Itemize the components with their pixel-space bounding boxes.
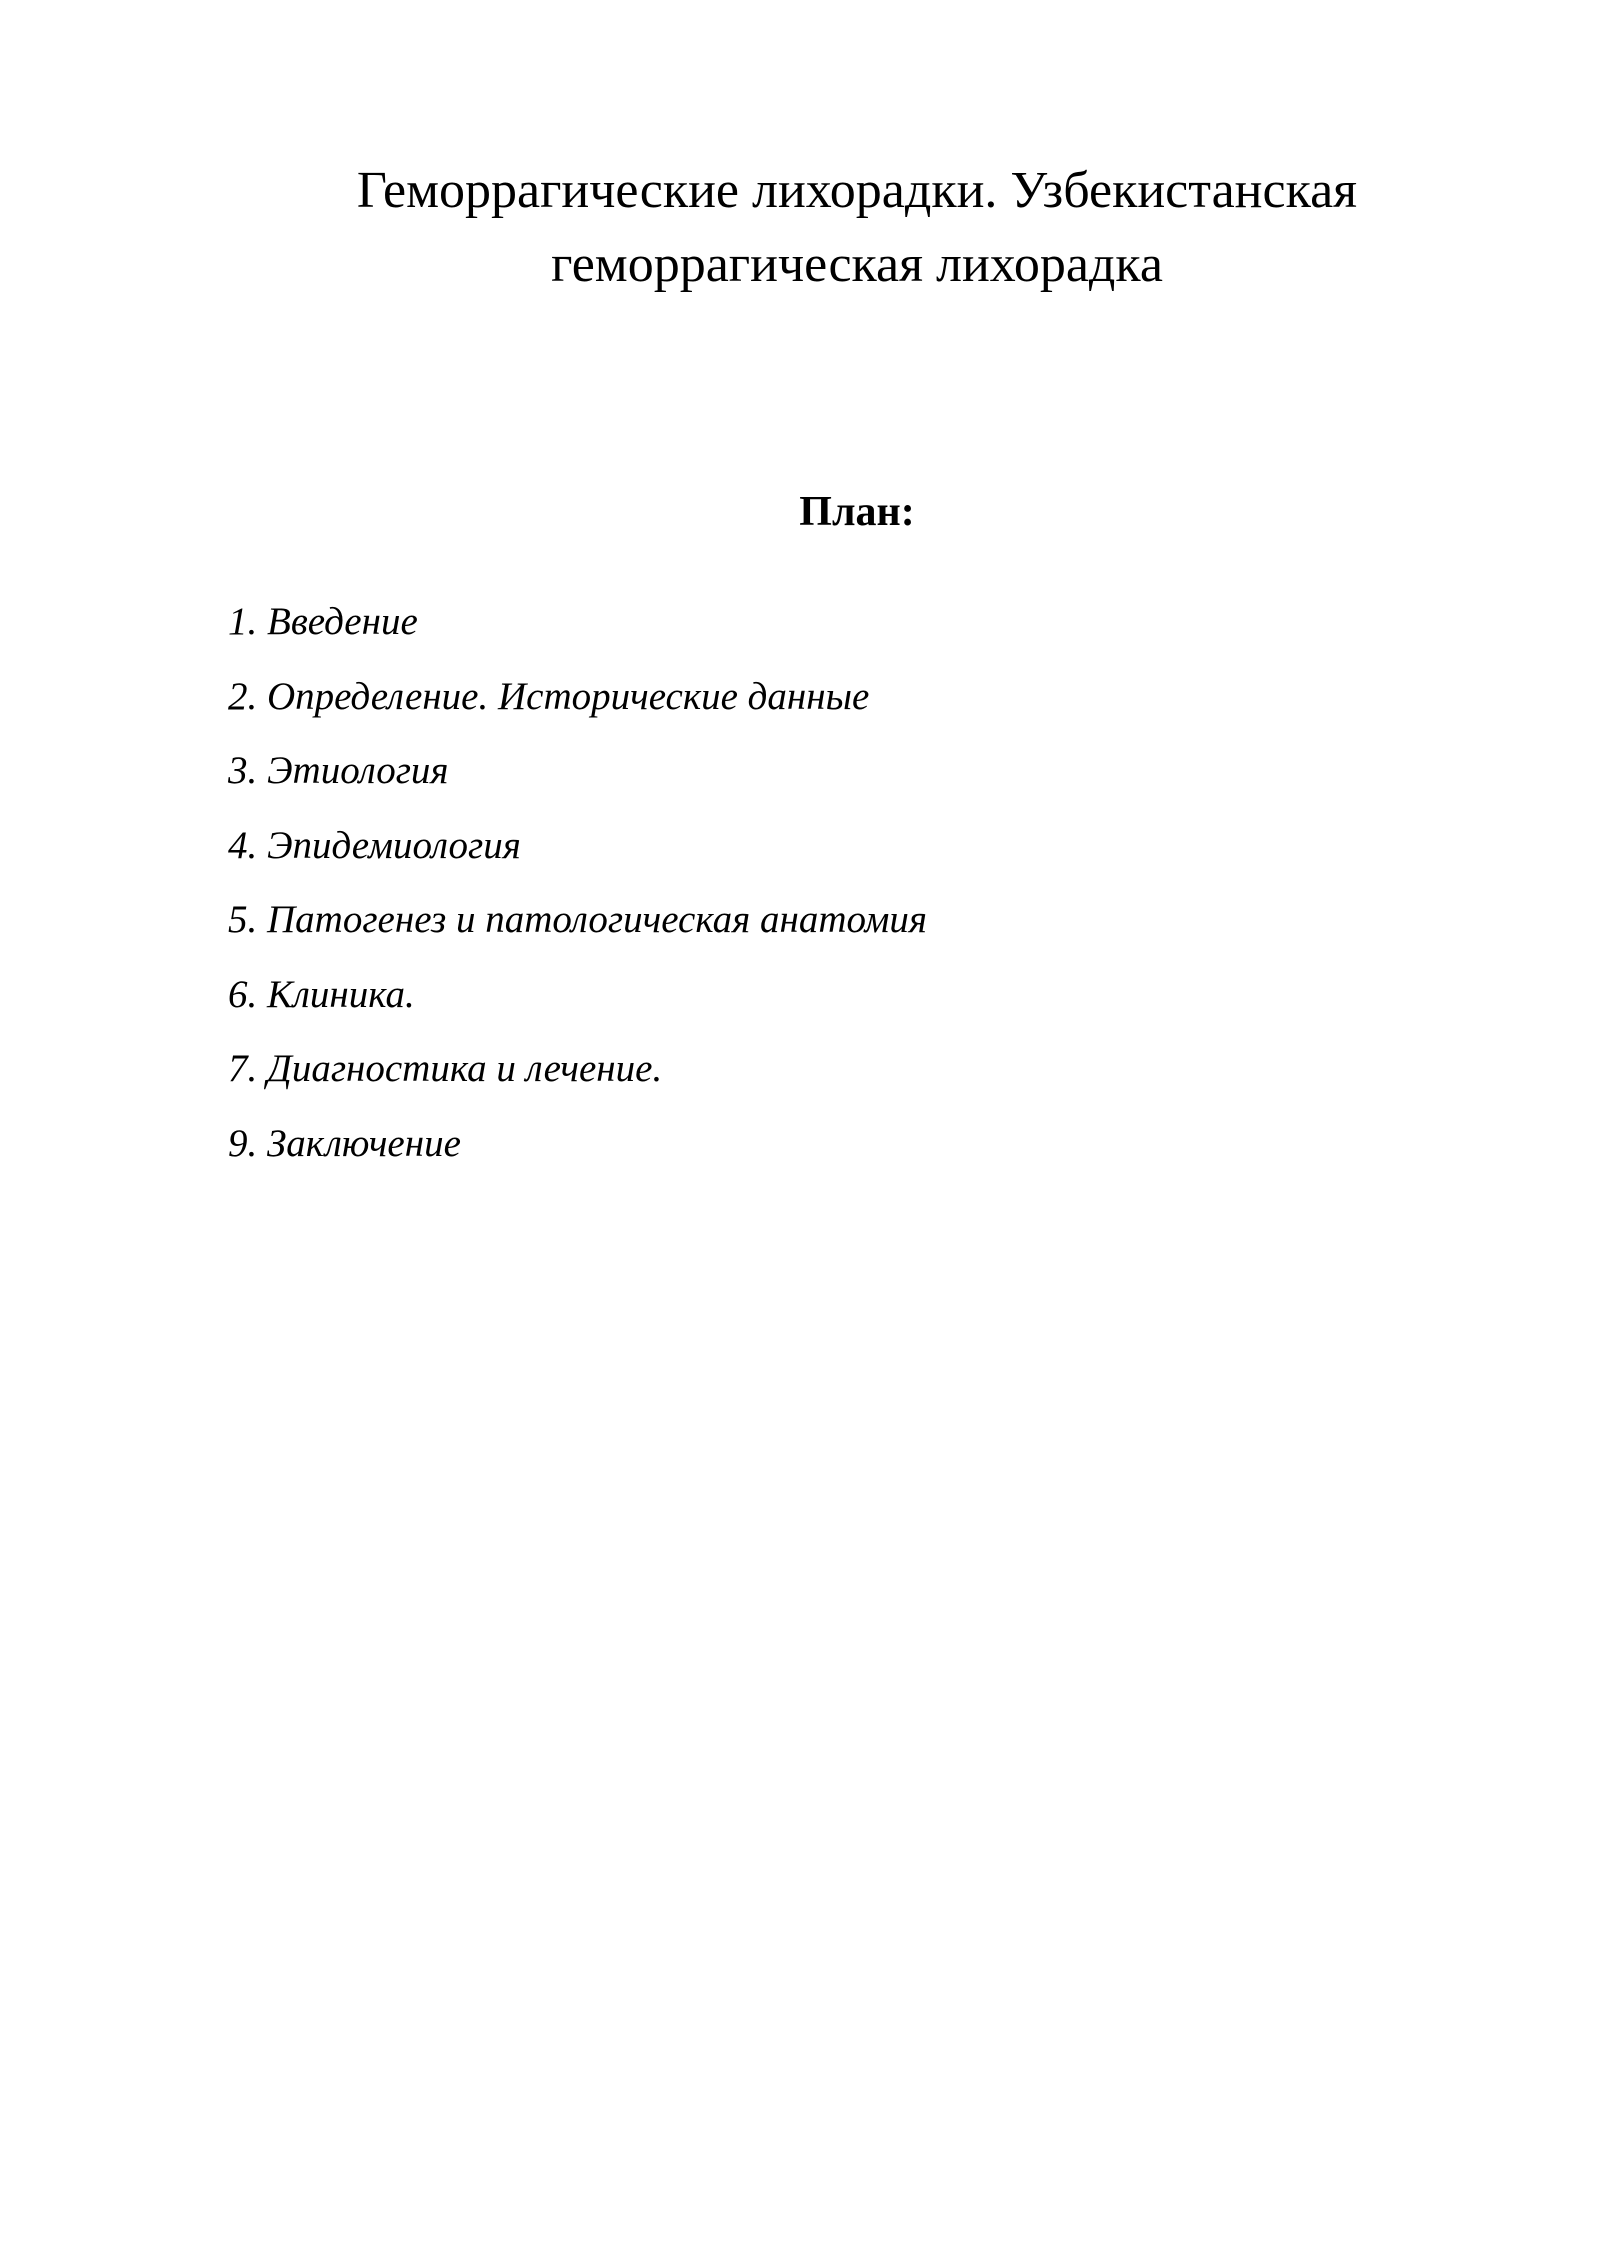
plan-item: 9. Заключение [228, 1121, 461, 1165]
plan-item: 6. Клиника. [228, 972, 415, 1016]
plan-item: 4. Эпидемиология [228, 823, 521, 867]
plan-item: 1. Введение [228, 600, 418, 643]
plan-heading-word: План [799, 489, 901, 535]
plan-item: 2. Определение. Исторические данные [228, 674, 870, 718]
document-title-line-1: Геморрагические лихорадки. Узбекистанская [356, 162, 1358, 219]
document-title [232, 154, 1482, 302]
plan-heading [232, 485, 1482, 539]
plan-item: 5. Патогенез и патологическая анатомия [228, 898, 928, 941]
plan-item: 7. Диагностика и лечение. [228, 1047, 663, 1090]
document-title-line-2: геморрагическая лихорадка [551, 236, 1163, 293]
plan-heading-colon: : [900, 489, 915, 535]
plan-list [228, 597, 1378, 1193]
plan-item: 3. Этиология [228, 749, 449, 792]
